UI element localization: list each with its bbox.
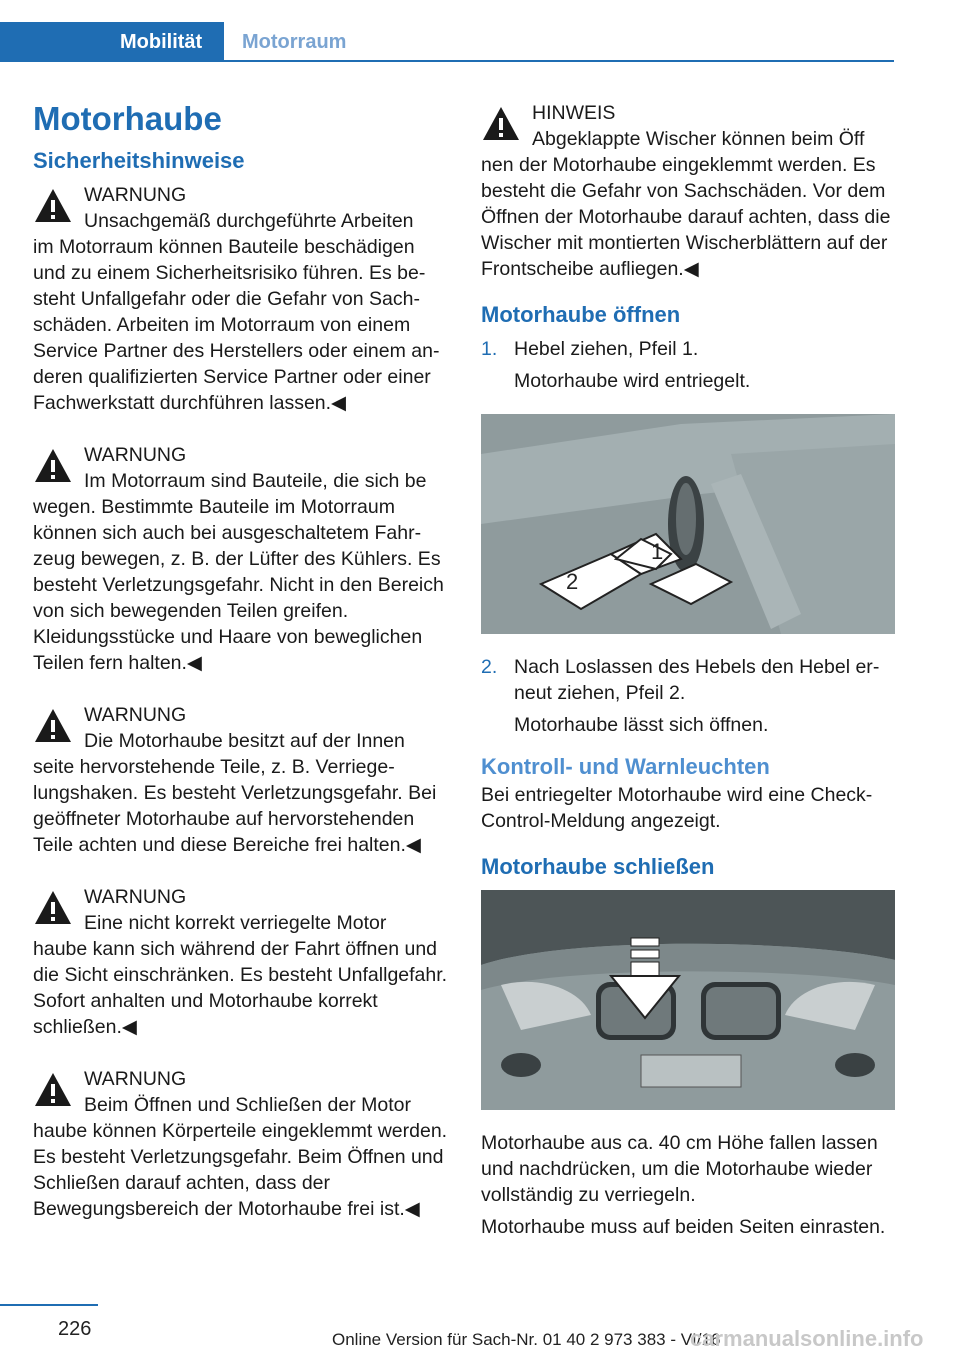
warning-block bbox=[33, 702, 449, 858]
warning-label: WARNUNG bbox=[84, 184, 187, 206]
step-number: 2. bbox=[481, 656, 498, 678]
warning-text: wegen. Bestimmte Bauteile im Motorraum können sich auch bei ausgeschaltetem Fahrzeug bewegen, z. B. der Lüfter des Kühlers. Es besteht Verletzungsgefahr. Nicht in den Bereich von sich bewegenden Teilen greifen. Kleidungsstücke und Haare von beweglichen Teilen fern halten.◀ bbox=[33, 496, 444, 674]
page-header bbox=[0, 0, 960, 62]
warning-triangle-icon bbox=[33, 446, 73, 486]
chapter-tab-mobilitaet[interactable]: Mobilität bbox=[0, 22, 224, 62]
warning-label: WARNUNG bbox=[84, 1068, 187, 1090]
warning-lights-text: Bei entriegelter Motorhaube wird eine Check-Control-Meldung angezeigt. bbox=[481, 784, 873, 832]
warning-block bbox=[33, 182, 449, 416]
hood-closing-illustration bbox=[481, 890, 895, 1110]
page-title: Motorhaube bbox=[33, 100, 222, 137]
version-text: Online Version für Sach-Nr. 01 40 2 973 383 - VI/16 bbox=[332, 1330, 721, 1349]
step-item bbox=[481, 654, 897, 738]
step-result: Motorhaube lässt sich öffnen. bbox=[514, 714, 769, 736]
step-number: 1. bbox=[481, 338, 498, 360]
notice-triangle-icon bbox=[481, 104, 521, 144]
warning-label: WARNUNG bbox=[84, 444, 187, 466]
hood-lever-illustration bbox=[481, 414, 895, 634]
warning-block bbox=[33, 1066, 449, 1222]
warning-text-first: Eine nicht korrekt verriegelte Motor bbox=[84, 912, 387, 934]
warning-label: WARNUNG bbox=[84, 886, 187, 908]
footer-divider bbox=[0, 1304, 98, 1306]
hint-text-first: Abgeklappte Wischer können beim Öff bbox=[532, 128, 865, 150]
warning-triangle-icon bbox=[33, 706, 73, 746]
warning-triangle-icon bbox=[33, 1070, 73, 1110]
warning-text: im Motorraum können Bauteile beschädigen und zu einem Sicherheitsrisiko führen. Es besteht Unfallgefahr oder die Gefahr von Sachschäden. Arbeiten im Motorraum von einem Service Partner des Herstellers oder einem anderen qualifizierten Service Partner oder einer Fachwerkstatt durchführen lassen.◀ bbox=[33, 236, 440, 414]
left-column bbox=[33, 96, 449, 1248]
close-hood-heading: Motorhaube schließen bbox=[481, 854, 715, 879]
right-column bbox=[481, 100, 897, 1240]
step-item bbox=[481, 336, 897, 394]
page-number: 226 bbox=[58, 1318, 92, 1340]
arrow-label-2: 2 bbox=[566, 569, 579, 594]
close-hood-note: Motorhaube muss auf beiden Seiten einrasten. bbox=[481, 1216, 886, 1238]
warning-triangle-icon bbox=[33, 888, 73, 928]
hint-block bbox=[481, 100, 897, 282]
step-result: Motorhaube wird entriegelt. bbox=[514, 370, 751, 392]
section-tab-motorraum[interactable]: Motorraum bbox=[242, 31, 347, 53]
open-hood-heading: Motorhaube öffnen bbox=[481, 302, 681, 327]
warning-text: seite hervorstehende Teile, z. B. Verriegelungshaken. Es besteht Verletzungsgefahr. Bei geöffneter Motorhaube auf hervorstehenden Teile achten und diese Bereiche frei halten.◀ bbox=[33, 756, 437, 856]
warning-text-first: Im Motorraum sind Bauteile, die sich be bbox=[84, 470, 427, 492]
close-hood-text: Motorhaube aus ca. 40 cm Höhe fallen lassen und nachdrücken, um die Motorhaube wieder vollständig zu verriegeln. bbox=[481, 1132, 878, 1206]
safety-heading: Sicherheitshinweise bbox=[33, 148, 245, 173]
warning-label: WARNUNG bbox=[84, 704, 187, 726]
warning-text: haube kann sich während der Fahrt öffnen und die Sicht einschränken. Es besteht Unfallgefahr. Sofort anhalten und Motorhaube korrekt schließen.◀ bbox=[33, 938, 448, 1038]
warning-text: haube können Körperteile eingeklemmt werden. Es besteht Verletzungsgefahr. Beim Öffnen und Schließen darauf achten, dass der Bewegungsbereich der Motorhaube frei ist.◀ bbox=[33, 1120, 448, 1220]
car-front-image bbox=[481, 890, 895, 1110]
warning-text-first: Beim Öffnen und Schließen der Motor bbox=[84, 1094, 411, 1116]
hint-text: nen der Motorhaube eingeklemmt werden. Es besteht die Gefahr von Sachschäden. Vor dem Öffnen der Motorhaube darauf achten, dass die Wischer mit montierten Wischerblättern auf der Frontscheibe aufliegen.◀ bbox=[481, 154, 891, 280]
header-divider bbox=[224, 60, 894, 62]
hint-label: HINWEIS bbox=[532, 102, 616, 124]
warning-text-first: Unsachgemäß durchgeführte Arbeiten bbox=[84, 210, 414, 232]
arrow-label-1: 1 bbox=[651, 539, 664, 564]
warning-text-first: Die Motorhaube besitzt auf der Innen bbox=[84, 730, 405, 752]
warning-block bbox=[33, 442, 449, 676]
hood-lever-image bbox=[481, 414, 895, 634]
warning-lights-heading: Kontroll- und Warnleuchten bbox=[481, 754, 770, 779]
step-instruction: Hebel ziehen, Pfeil 1. bbox=[514, 338, 699, 360]
watermark: carmanualsonline.info bbox=[690, 1326, 924, 1351]
step-instruction: Nach Loslassen des Hebels den Hebel erneut ziehen, Pfeil 2. bbox=[514, 656, 880, 704]
warning-triangle-icon bbox=[33, 186, 73, 226]
warning-block bbox=[33, 884, 449, 1040]
